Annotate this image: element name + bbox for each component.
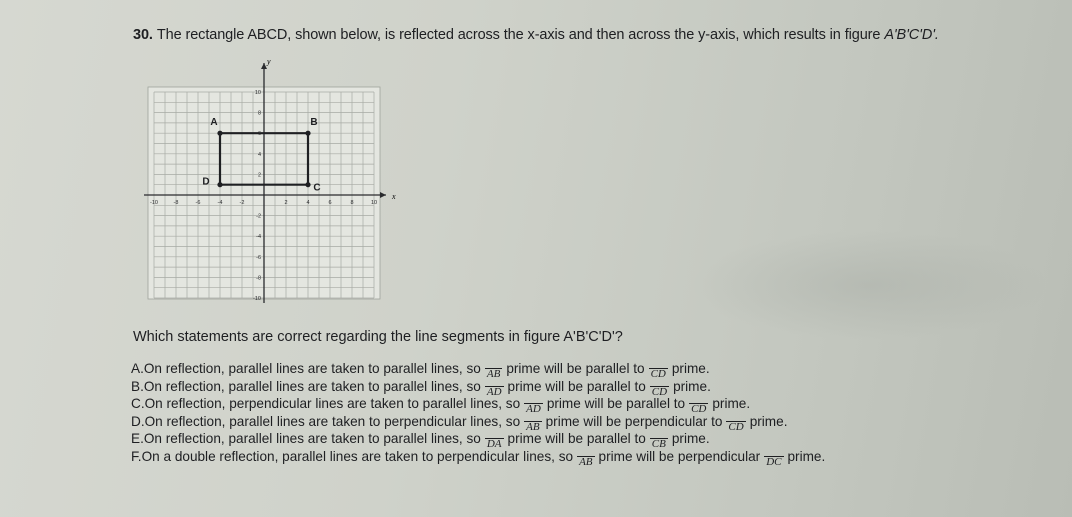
vertex-label: C	[313, 182, 321, 194]
option-text-end: prime.	[787, 448, 826, 464]
segment-label-1: AB	[486, 368, 501, 380]
option-text-start: E.On reflection, parallel lines are taken to parallel lines, so	[131, 431, 481, 446]
y-tick-label: -8	[256, 275, 261, 282]
page-shadow	[690, 230, 1050, 340]
option-text-middle: prime will be perpendicular to	[545, 413, 723, 429]
y-tick-label: 2	[257, 172, 261, 179]
option-text-end: prime.	[712, 396, 751, 411]
option-text-start: A.On reflection, parallel lines are taken to parallel lines, so	[131, 361, 481, 376]
answer-option[interactable]	[131, 413, 825, 431]
option-text-end: prime.	[749, 413, 788, 429]
option-text-start: B.On reflection, parallel lines are taken to parallel lines, so	[131, 378, 481, 394]
option-text-middle: prime will be parallel to	[507, 378, 646, 394]
vertex-point	[217, 182, 222, 187]
figure-name: A'B'C'D'.	[884, 27, 939, 43]
x-tick-label: 4	[306, 200, 310, 206]
segment-label-2: CB	[651, 438, 666, 450]
y-axis-label: y	[267, 57, 271, 66]
segment-label-1: AD	[526, 403, 541, 415]
x-tick-label: -8	[173, 200, 179, 206]
y-tick-label: 8	[257, 110, 261, 117]
x-tick-label: 8	[350, 200, 354, 206]
y-tick-label: -10	[253, 296, 261, 302]
coordinate-graph	[128, 55, 398, 305]
option-text-end: prime.	[671, 361, 710, 376]
segment-label-2: CD	[691, 403, 707, 415]
answer-options	[131, 360, 826, 468]
question-prompt: Which statements are correct regarding the line segments in figure A'B'C'D'?	[133, 329, 623, 345]
x-axis-label: x	[392, 192, 396, 201]
answer-option[interactable]	[131, 395, 825, 413]
question-number: 30.	[133, 27, 153, 43]
y-tick-label: 4	[257, 151, 261, 158]
option-text-start: D.On reflection, parallel lines are taken to perpendicular lines, so	[131, 413, 521, 429]
option-text-end: prime.	[671, 431, 710, 446]
x-tick-label: 2	[284, 200, 288, 206]
option-text-middle: prime will be parallel to	[506, 361, 645, 376]
option-text-start: F.On a double reflection, parallel lines are taken to perpendicular lines, so	[131, 448, 574, 464]
x-tick-label: -4	[217, 200, 223, 206]
x-tick-label: -6	[195, 200, 201, 206]
segment-label-1: DA	[486, 438, 502, 450]
answer-option[interactable]	[131, 360, 825, 378]
segment-label-1: AB	[526, 420, 540, 433]
answer-option[interactable]	[131, 378, 825, 396]
answer-option[interactable]	[131, 430, 825, 448]
vertex-point	[305, 131, 310, 136]
x-tick-label: -10	[150, 200, 158, 206]
vertex-label: D	[202, 176, 210, 188]
vertex-label: A	[210, 117, 218, 129]
x-tick-label: 6	[328, 200, 332, 206]
question-stem	[133, 27, 939, 43]
x-tick-label: 10	[370, 200, 378, 206]
question-text: The rectangle ABCD, shown below, is reflected across the x-axis and then across the y-axis, which results in figure	[156, 27, 881, 43]
option-text-middle: prime will be perpendicular	[598, 448, 761, 464]
option-text-middle: prime will be parallel to	[546, 396, 686, 411]
x-tick-label: -2	[239, 200, 245, 206]
answer-option[interactable]	[131, 448, 825, 466]
segment-label-2: DC	[766, 455, 782, 468]
segment-label-1: AB	[579, 455, 593, 468]
option-text-middle: prime will be parallel to	[507, 431, 646, 446]
vertex-point	[217, 131, 222, 136]
x-axis-arrow-icon	[380, 192, 386, 198]
y-tick-label: -2	[256, 213, 261, 220]
option-text-start: C.On reflection, perpendicular lines are taken to parallel lines, so	[131, 396, 521, 411]
vertex-label: B	[310, 117, 318, 129]
segment-label-2: CD	[728, 420, 744, 433]
segment-label-2: CD	[651, 385, 668, 398]
vertex-point	[305, 182, 310, 187]
y-tick-label: -4	[256, 234, 261, 241]
segment-label-2: CD	[650, 368, 666, 380]
y-tick-label: 10	[254, 90, 261, 96]
option-text-end: prime.	[673, 378, 711, 394]
segment-label-1: AD	[486, 385, 502, 398]
y-tick-label: 6	[257, 131, 261, 138]
y-tick-label: -6	[256, 254, 261, 261]
